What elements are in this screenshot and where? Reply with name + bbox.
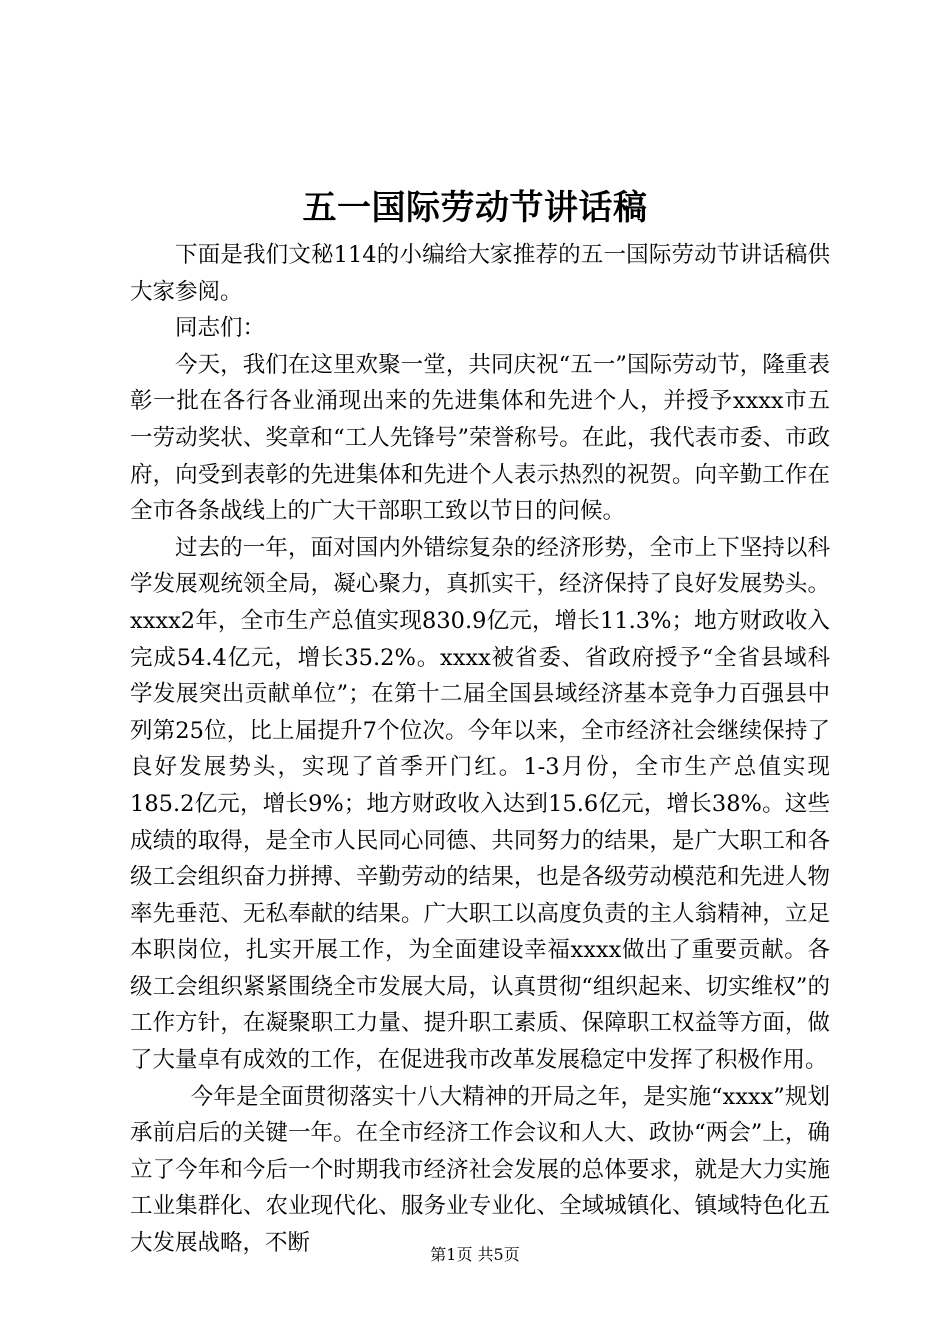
paragraph-salutation: 同志们：: [175, 315, 266, 342]
paragraph-past-year: 过去的一年，面对国内外错综复杂的经济形势，全市上下坚持以科学发展观统领全局，凝心聚力，真抓实干，经济保持了良好发展势头。xxxx2年，全市生产总值实现830.9亿元，增长11.3%；地方财政收入完成54.4亿元，增长35.2%。xxxx被省委、省政府授予“全省县域科学发展突出贡献单位”；在第十二届全国县域经济基本竞争力百强县中列第25位，比上届提升7个位次。今年以来，全市经济社会继续保持了良好发展势头，实现了首季开门红。1-3月份，全市生产总值实现185.2亿元，增长9%；地方财政收入达到15.6亿元，增长38%。这些成绩的取得，是全市人民同心同德、共同努力的结果，是广大职工和各级工会组织奋力拼搏、辛勤劳动的结果，也是各级劳动模范和先进人物率先垂范、无私奉献的结果。广大职工以高度负责的主人翁精神，立足本职岗位，扎实开展工作，为全面建设幸福xxxx做出了重要贡献。各级工会组织紧紧围绕全市发展大局，认真贯彻“组织起来、切实维权”的工作方针，在凝聚职工力量、提升职工素质、保障职工权益等方面，做了大量卓有成效的工作，在促进我市改革发展稳定中发挥了积极作用。: [130, 534, 830, 1074]
paragraph-intro: 下面是我们文秘114的小编给大家推荐的五一国际劳动节讲话稿供大家参阅。: [130, 242, 830, 305]
page-footer: 第1页 共5页: [430, 1245, 520, 1264]
paragraph-opening: 今天，我们在这里欢聚一堂，共同庆祝“五一”国际劳动节，隆重表彰一批在各行各业涌现出来的先进集体和先进个人，并授予xxxx市五一劳动奖状、奖章和“工人先锋号”荣誉称号。在此，我代表市委、市政府，向受到表彰的先进集体和先进个人表示热烈的祝贺。向辛勤工作在全市各条战线上的广大干部职工致以节日的问候。: [130, 351, 830, 525]
document-title: 五一国际劳动节讲话稿: [302, 188, 648, 228]
document-body: [130, 237, 830, 1262]
paragraph-this-year: 今年是全面贯彻落实十八大精神的开局之年，是实施“xxxx”规划承前启后的关键一年。在全市经济工作会议和人大、政协“两会”上，确立了今年和今后一个时期我市经济社会发展的总体要求，就是大力实施工业集群化、农业现代化、服务业专业化、全域城镇化、镇域特色化五大发展战略，不断: [130, 1083, 830, 1257]
